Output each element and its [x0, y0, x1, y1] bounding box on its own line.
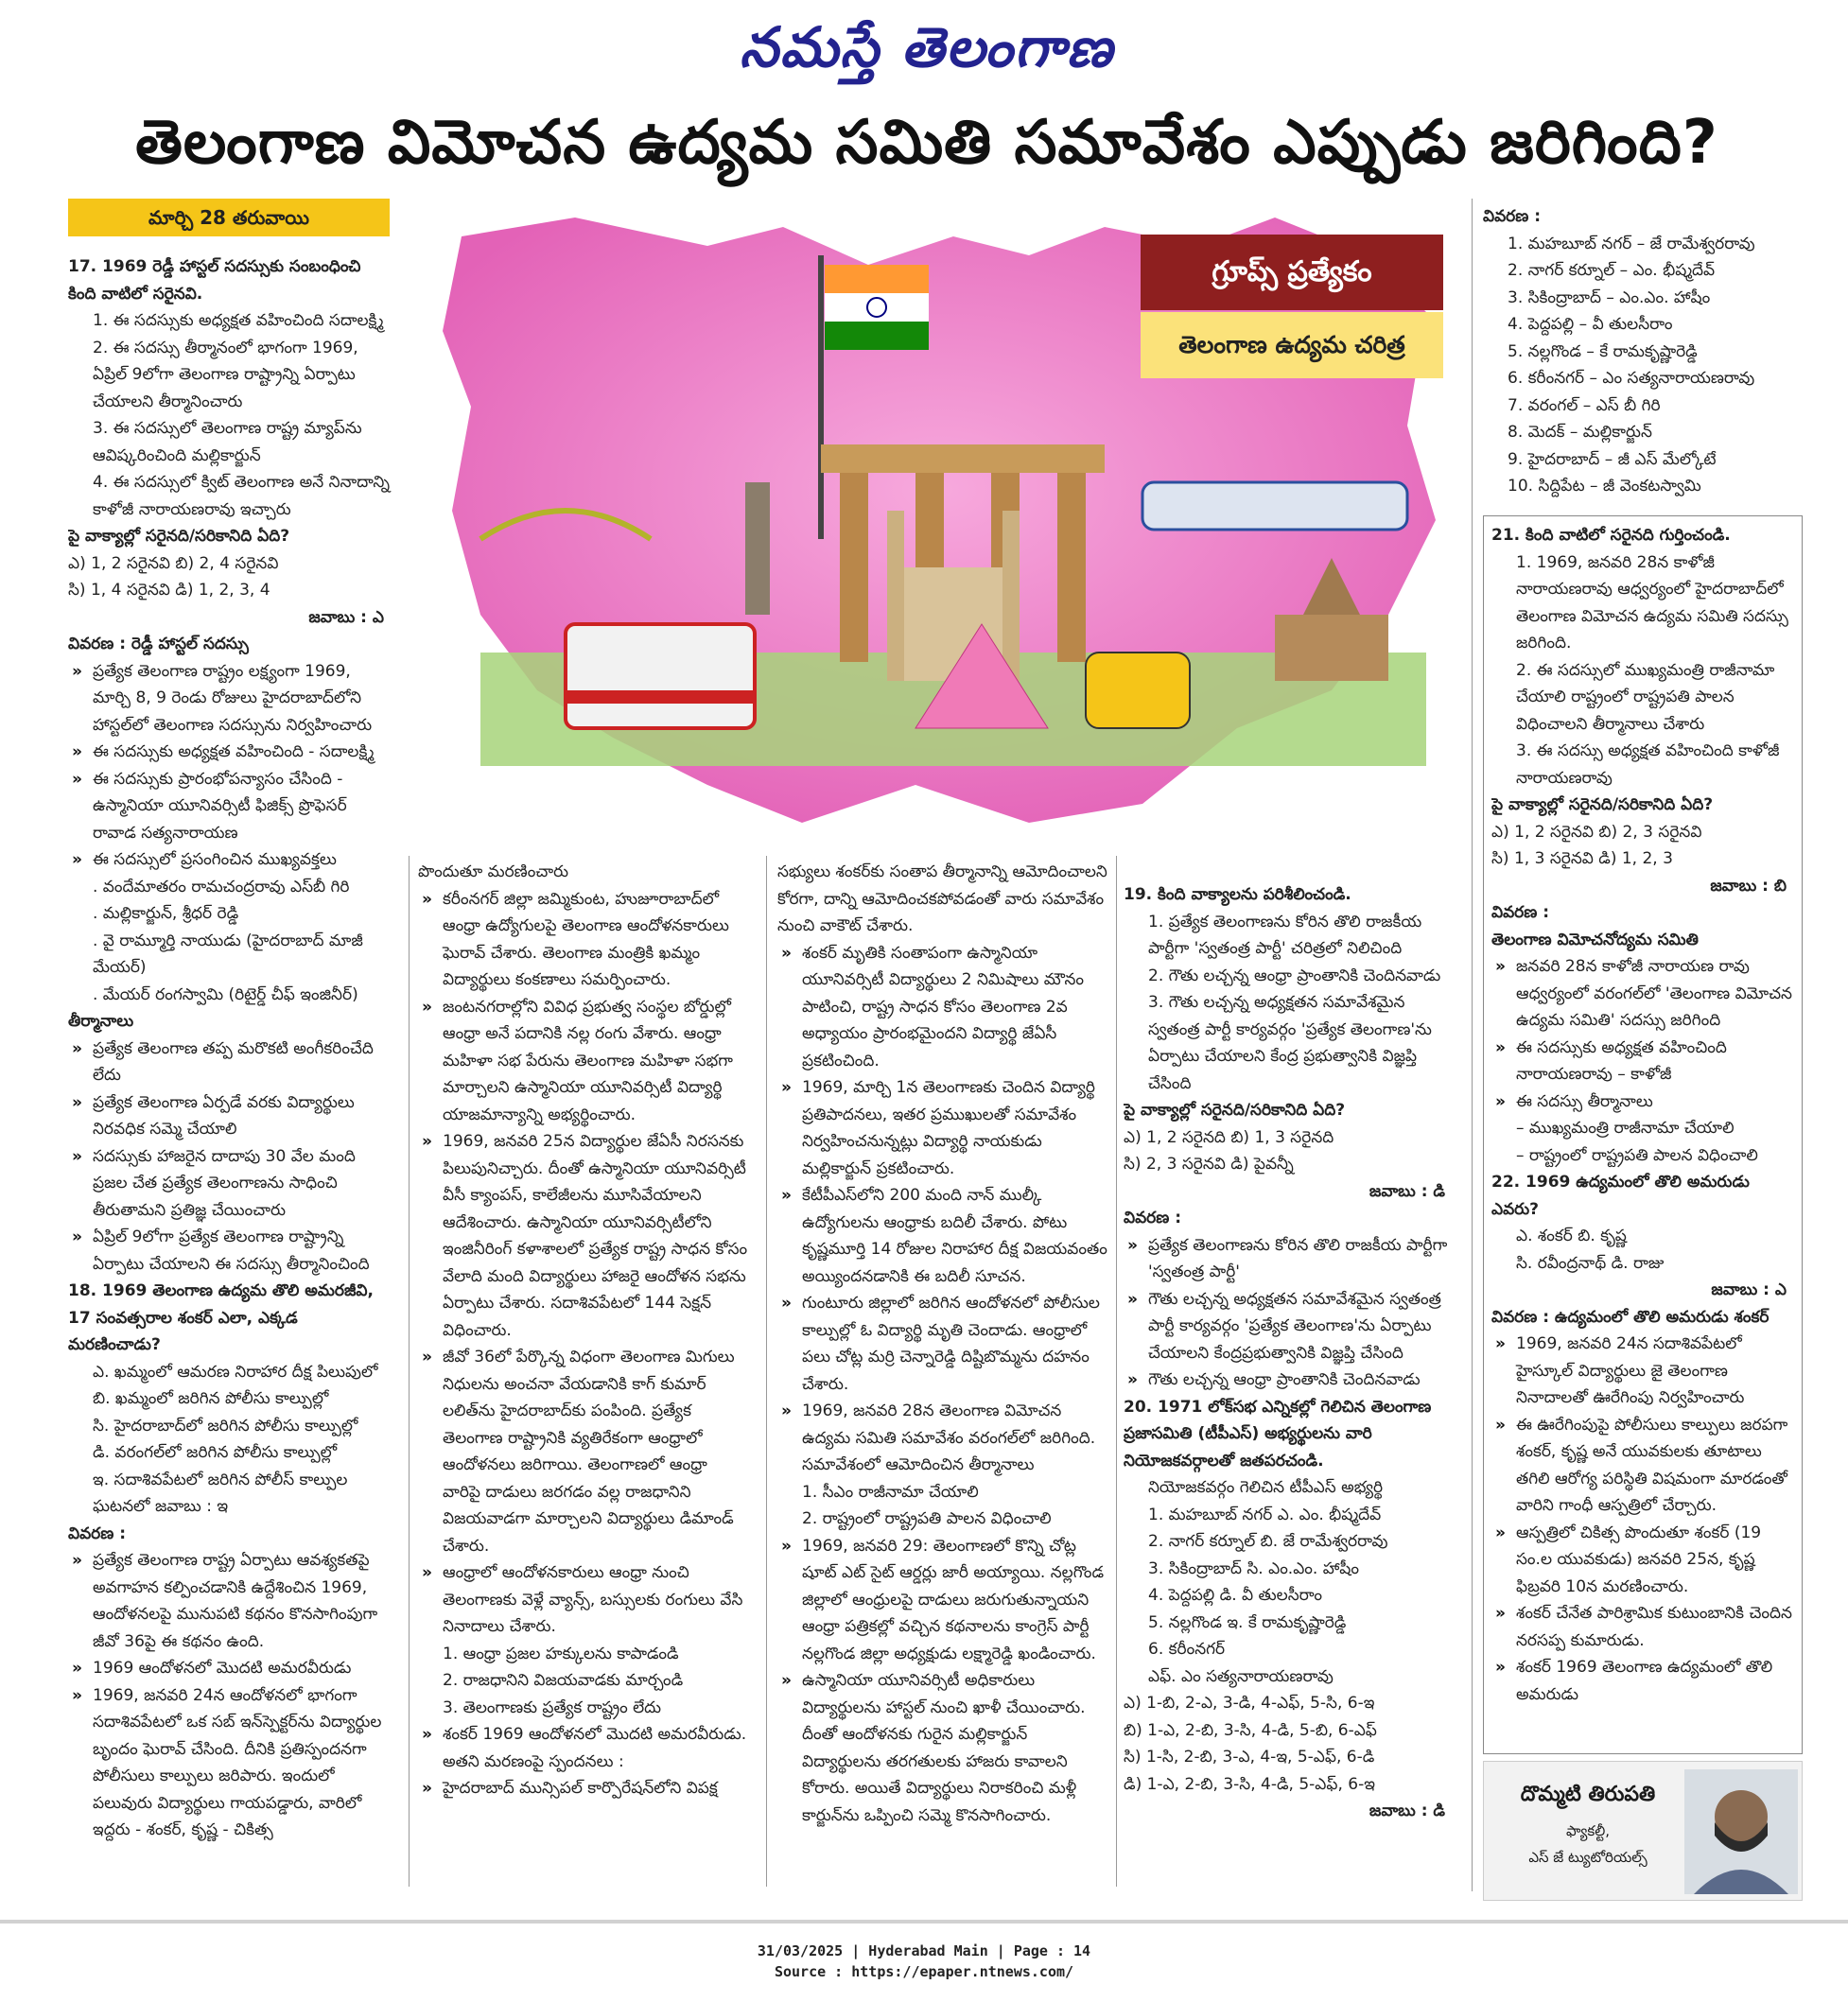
question-text: 20. 1971 లోక్‌సభ ఎన్నికల్లో గెలిచిన తెలంగాణ ప్రజాసమితి (టీపీఎస్) అభ్యర్థులను వారి నియోజకవర్గాలతో జతపరచండి. [1124, 1397, 1432, 1471]
auto-rickshaw [1086, 653, 1190, 728]
question-text: 19. కింది వాక్యాలను పరిశీలించండి. [1124, 885, 1351, 904]
column-divider [1472, 199, 1473, 1891]
option-text: సి. హైదరాబాద్‌లో జరిగిన పోలీసు కాల్పుల్లో [93, 1416, 358, 1436]
option-text: 1. ప్రత్యేక తెలంగాణను కోరిన తొలి రాజకీయ పార్టీగా 'స్వతంత్ర పార్టీ' చరిత్రలో నిలిచింది [1148, 912, 1422, 958]
paragraph-text: సి) 1, 3 సరైనవి డి) 1, 2, 3 [1491, 849, 1673, 868]
bullet-point: » ప్రత్యేక తెలంగాణ రాష్ట్ర ఏర్పాటు ఆవశ్యకతపై అవగాహన కల్పించడానికి ఉద్దేశించిన 1969, ఆందోళనలపై మునుపటి కథనం కొనసాగింపుగా జీవో 36పై ఈ కథనం ఉంది. [68, 1547, 393, 1655]
bullet-point: » ఈ సదస్సుకు అధ్యక్షత వహించింది - సదాలక్ష్మి [68, 739, 393, 766]
column-divider [766, 856, 767, 1887]
bullet-point: » గౌతు లచ్చన్న అధ్యక్షతన సమావేశమైన స్వతంత్ర పార్టీ కార్యవర్గం 'ప్రత్యేక తెలంగాణ'ను ఏర్పాటు చేయాలని కేంద్రప్రభుత్వానికి విజ్ఞప్తి చేసింది [1124, 1286, 1455, 1367]
bullet-point: » ప్రత్యేక తెలంగాణను కోరిన తొలి రాజకీయ పార్టీగా 'స్వతంత్ర పార్టీ' [1124, 1232, 1455, 1286]
option-text: 4. పెద్దపల్లి డి. వీ తులసీరాం [1148, 1586, 1322, 1605]
question-text: 21. కింది వాటిలో సరైనది గుర్తించండి. [1491, 526, 1731, 545]
bullet-point: » జంటనగరాల్లోని వివిధ ప్రభుత్వ సంస్థల బోర్డుల్లో ఆంధ్రా అనే పదానికి నల్ల రంగు వేశారు. ఆంధ్రా మహిళా సభ పేరును తెలంగాణ మహిళా సభగా మార్చాలని ఉస్మానియా యూనివర్సిటీ విద్యార్థి యాజమాన్యాన్ని అభ్యర్థించారు. [418, 994, 749, 1129]
groups-special-badge: గ్రూప్స్ ప్రత్యేకం [1141, 235, 1443, 310]
paragraph-text: సి) 1, 4 సరైనవి డి) 1, 2, 3, 4 [68, 581, 270, 600]
bullet-point: » 1969, జనవరి 24న ఆందోళనలో భాగంగా సదాశివపేటలో ఒక సబ్ ఇన్‌స్పెక్టర్‌ను విద్యార్థుల బృందం ఘెరావ్ చేసింది. దీనికి ప్రతిస్పందనగా పోలీసులు కాల్పులు జరిపారు. ఇందులో పలువురు విద్యార్థులు గాయపడ్డారు, వారిలో ఇద్దరు - శంకర్, కృష్ణ - చికిత్స [68, 1682, 393, 1844]
question-text: వివరణ : [1491, 903, 1550, 922]
question-text: పై వాక్యాల్లో సరైనది/సరికానిది ఏది? [1491, 795, 1714, 814]
option-text: 2. రాజధానిని విజయవాడకు మార్చండి [443, 1671, 684, 1690]
option-text: 3. సికింద్రాబాద్ – ఎం.ఎం. హాషీం [1508, 287, 1711, 307]
answer-text: జవాబు : ఎ [308, 607, 384, 627]
bullet-point: » ఈ సదస్సుకు ప్రారంభోపన్యాసం చేసింది - ఉస్మానియా యూనివర్సిటీ ఫిజిక్స్ ప్రొఫెసర్ రావాడ సత్యనారాయణ [68, 766, 393, 847]
bullet-point: » శంకర్ 1969 తెలంగాణ ఉద్యమంలో తొలి అమరుడు [1491, 1654, 1796, 1708]
bullet-point: » ఈ సదస్సుకు అధ్యక్షత వహించింది నారాయణరావు – కాళోజీ [1491, 1035, 1796, 1088]
bullet-point: » ప్రత్యేక తెలంగాణ తప్ప మరొకటి అంగీకరించేది లేదు [68, 1036, 393, 1089]
author-affiliation: ఎస్ జే ట్యుటోరియల్స్ [1528, 1849, 1648, 1866]
bullet-point: » 1969, జనవరి 24న సదాశివపేటలో హైస్కూల్ విద్యార్థులు జై తెలంగాణ నినాదాలతో ఊరేగింపు నిర్వహించారు [1491, 1331, 1796, 1412]
bullet-point: » గౌతు లచ్చన్న ఆంధ్రా ప్రాంతానికి చెందినవాడు [1124, 1367, 1455, 1394]
option-text: 2. గౌతు లచ్చన్న ఆంధ్రా ప్రాంతానికి చెందినవాడు [1148, 966, 1441, 985]
arch-pillar-1 [840, 473, 868, 662]
option-text: 4. పెద్దపల్లి – వీ తులసీరాం [1508, 315, 1673, 334]
movement-history-badge: తెలంగాణ ఉద్యమ చరిత్ర [1141, 312, 1443, 378]
option-text: 3. సికింద్రాబాద్ సి. ఎం.ఎం. హాషీం [1148, 1558, 1360, 1578]
question-text: తీర్మానాలు [68, 1012, 134, 1031]
bullet-point: » 1969 ఆందోళనలో మొదటి అమరవీరుడు [68, 1655, 393, 1682]
question-text: పై వాక్యాల్లో సరైనది/సరికానిది ఏది? [68, 527, 290, 546]
bullet-point: » ఈ సదస్సులో ప్రసంగించిన ముఖ్యవక్తలు [68, 846, 393, 874]
column-3 [777, 859, 1108, 1885]
paragraph-text: ఎ) 1-బి, 2-ఎ, 3-డి, 4-ఎఫ్, 5-సి, 6-ఇ [1124, 1694, 1375, 1713]
masthead-logo: నమస్తే తెలంగాణ [740, 15, 1114, 79]
page-footer [0, 1941, 1848, 1997]
flag-green [825, 322, 929, 350]
bullet-point: » 1969, జనవరి 29: తెలంగాణలో కొన్ని చోట్ల షూట్ ఎట్ సైట్ ఆర్డర్లు జారీ అయ్యాయి. నల్లగొండ జిల్లాలో ఆంధ్రులపై దాడులు జరుగుతున్నాయని ఆంధ్రా పత్రికల్లో వచ్చిన కథనాలను కాంగ్రెస్ పార్టీ నల్లగొండ జిల్లా అధ్యక్షుడు లక్ష్మారెడ్డి ఖండించారు. [777, 1533, 1108, 1668]
bullet-point: » శంకర్ చేనేత పారిశ్రామిక కుటుంబానికి చెందిన నరసప్ప కుమారుడు. [1491, 1600, 1796, 1654]
option-text: 9. హైదరాబాద్ – జీ ఎస్ మేల్కోటే [1508, 449, 1717, 469]
column-divider [1116, 856, 1117, 1887]
bullet-point: » ఈ ఊరేగింపుపై పోలీసులు కాల్పులు జరపగా శంకర్, కృష్ణ అనే యువకులకు తూటాలు తగిలి ఆరోగ్య పరిస్థితి విషమంగా మారడంతో వారిని గాంధీ ఆస్పత్రిలో చేర్చారు. [1491, 1412, 1796, 1520]
option-text: 1. ఆంధ్రా ప్రజల హక్కులను కాపాడండి [443, 1644, 679, 1663]
bullet-point: » సదస్సుకు హాజరైన దాదాపు 30 వేల మంది ప్రజల చేత ప్రత్యేక తెలంగాణను సాధించి తీరుతామని ప్రతిజ్ఞ చేయించారు [68, 1143, 393, 1225]
bullet-point: » 1969, జనవరి 25న విద్యార్థుల జేఏసీ నిరసనకు పిలుపునిచ్చారు. దీంతో ఉస్మానియా యూనివర్సిటీ వీసీ క్యాంపస్, కాలేజీలను మూసివేయాలని ఆదేశించారు. ఉస్మానియా యూనివర్సిటీలోని ఇంజినీరింగ్ కళాశాలలో ప్రత్యేక రాష్ట్ర సాధన కోసం వేలాది మంది విద్యార్థులు హాజరై ఆందోళన సభను ఏర్పాటు చేశారు. సదాశివపేటలో 144 సెక్షన్ విధించారు. [418, 1128, 749, 1344]
question-box-21-22 [1483, 515, 1803, 1754]
option-text: – ముఖ్యమంత్రి రాజీనామా చేయాలి [1516, 1119, 1735, 1138]
arch-pillar-4 [1057, 473, 1086, 662]
author-card [1483, 1761, 1803, 1901]
question-text: వివరణ : [1124, 1209, 1182, 1227]
option-text: ఎ. శంకర్ బి. కృష్ణ [1516, 1227, 1627, 1245]
option-text: ఎఫ్. ఎం సత్యనారాయణరావు [1148, 1666, 1334, 1686]
bullet-point: » ఈ సదస్సు తీర్మానాలు [1491, 1088, 1796, 1116]
option-text: . వందేమాతరం రామచంద్రరావు ఎస్‌బీ గిరి [93, 877, 350, 897]
column-2 [418, 859, 749, 1885]
paragraph-text: పొందుతూ మరణించారు [418, 862, 569, 881]
option-text: 5. నల్లగొండ – కే రామకృష్ణారెడ్డి [1508, 341, 1698, 361]
option-text: 3. గౌతు లచ్చన్న అధ్యక్షతన సమావేశమైన స్వతంత్ర పార్టీ కార్యవర్గం 'ప్రత్యేక తెలంగాణ'ను ఏర్పాటు చేయాలని కేంద్ర ప్రభుత్వానికి విజ్ఞప్తి చేసింది [1148, 993, 1432, 1093]
option-text: 1. మహబూబ్ నగర్ – జే రామేశ్వరరావు [1508, 234, 1755, 253]
option-text: 3. తెలంగాణకు ప్రత్యేక రాష్ట్రం లేదు [443, 1697, 662, 1717]
page-headline: తెలంగాణ విమోచన ఉద్యమ సమితి సమావేశం ఎప్పుడు జరిగింది? [135, 108, 1718, 178]
metro-train [1142, 482, 1407, 530]
bullet-point: » శంకర్ 1969 ఆందోళనలో మొదటి అమరవీరుడు. [418, 1721, 749, 1749]
column-divider [409, 856, 410, 1887]
option-text: 1. సీఎం రాజీనామా చేయాలి [802, 1482, 979, 1502]
bullet-point: » కేటీపీఎస్‌లోని 200 మంది నాన్ ముల్కీ ఉద్యోగులను ఆంధ్రాకు బదిలీ చేశారు. పోటు కృష్ణమూర్తి 14 రోజుల నిరాహార దీక్ష విజయవంతం అయ్యిందనడానికి ఈ బదిలీ సూచన. [777, 1182, 1108, 1290]
bullet-point: » 1969, మార్చి 1న తెలంగాణకు చెందిన విద్యార్థి ప్రతిపాదనలు, ఇతర ప్రముఖులతో సమావేశం నిర్వహించనున్నట్లు విద్యార్థి నాయకుడు మల్లికార్జున్ ప్రకటించారు. [777, 1074, 1108, 1182]
bullet-point: » కరీంనగర్ జిల్లా జమ్మికుంట, హుజూరాబాద్‌లో ఆంధ్రా ఉద్యోగులపై తెలంగాణ ఆందోళనకారులు ఘెరావ్ చేశారు. తెలంగాణ మంత్రికి ఖమ్మం విద్యార్థులు కంకణాలు సమర్పించారు. [418, 886, 749, 994]
option-text: 4. ఈ సదస్సులో క్విట్ తెలంగాణ అనే నినాదాన్ని కాళోజీ నారాయణరావు ఇచ్చారు [93, 473, 391, 519]
page-bottom-bar [0, 1920, 1848, 1924]
option-text: 7. వరంగల్ – ఎస్ బీ గిరి [1508, 395, 1661, 415]
question-text: తెలంగాణ విమోచనోద్యమ సమితి [1491, 930, 1699, 949]
question-text: 22. 1969 ఉద్యమంలో తొలి అమరుడు ఎవరు? [1491, 1173, 1750, 1219]
paragraph-text: సి) 2, 3 సరైనవి డి) పైవన్నీ [1124, 1155, 1294, 1174]
author-photo [1684, 1769, 1798, 1894]
question-text: 17. 1969 రెడ్డీ హాస్టల్ సదస్సుకు సంబంధించి కింది వాటిలో సరైనవి. [68, 257, 361, 304]
option-text: 5. నల్లగొండ ఇ. కే రామకృష్ణారెడ్డి [1148, 1612, 1347, 1632]
column-1 [68, 253, 393, 1885]
bullet-point: » ఏప్రిల్ 9లోగా ప్రత్యేక తెలంగాణ రాష్ట్రాన్ని ఏర్పాటు చేయాలని ఈ సదస్సు తీర్మానించింది [68, 1224, 393, 1278]
bus-stripe [566, 690, 755, 704]
option-text: నియోజకవర్గం గెలిచిన టీపీఎస్ అభ్యర్థి [1148, 1478, 1384, 1497]
footer-date-line: 31/03/2025 | Hyderabad Main | Page : 14 [757, 1942, 1091, 1959]
option-text: 8. మెదక్ – మల్లికార్జున్ [1508, 423, 1652, 442]
option-text: . వై రామ్మూర్తి నాయుడు (హైదరాబాద్ మాజీ మేయర్) [93, 931, 363, 977]
bullet-point: » జీవో 36లో పేర్కొన్న విధంగా తెలంగాణ మిగులు నిధులను అంచనా వేయడానికి కాగ్ కుమార్ లలిత్‌ను హైదరాబాద్‌కు పంపింది. ప్రత్యేక తెలంగాణ రాష్ట్రానికి వ్యతిరేకంగా ఆంధ్రాలో ఆందోళనలు జరిగాయి. తెలంగాణలో ఆంధ్రా వారిపై దాడులు జరగడం వల్ల రాజధానిని విజయవాడగా మార్చాలని విద్యార్థులు డిమాండ్ చేశారు. [418, 1344, 749, 1559]
question-text: 18. 1969 తెలంగాణ ఉద్యమ తొలి అమరజీవి, 17 సంవత్సరాల శంకర్ ఎలా, ఎక్కడ మరణించాడు? [68, 1281, 374, 1354]
option-text: 1. ఈ సదస్సుకు అధ్యక్షత వహించింది సదాలక్ష్మి [93, 311, 384, 330]
paragraph-text: సి) 1-సి, 2-బి, 3-ఎ, 4-ఇ, 5-ఎఫ్, 6-డి [1124, 1748, 1375, 1767]
question-text: వివరణ : రెడ్డీ హాస్టల్ సదస్సు [68, 635, 249, 653]
column-4 [1124, 881, 1455, 1885]
column-5-box-content [1491, 522, 1796, 1748]
bullet-point: » హైదరాబాద్ మున్సిపల్ కార్పొరేషన్‌లోని విపక్ష [418, 1775, 749, 1802]
option-text: ఎ. ఖమ్మంలో ఆమరణ నిరాహార దీక్ష పిలుపులో [93, 1362, 378, 1382]
column-5-explanation [1483, 203, 1803, 506]
option-text: 1. మహబూబ్ నగర్ ఎ. ఎం. భీష్మదేవ్ [1148, 1505, 1382, 1524]
bullet-point: » ఉస్మానియా యూనివర్సిటీ అధికారులు విద్యార్థులను హాస్టల్ నుంచి ఖాళీ చేయించారు. దీంతో ఆందోళనకు గురైన మల్లికార్జున్ విద్యార్థులను తరగతులకు హాజరు కావాలని కోరారు. అయితే విద్యార్థులు నిరాకరించి మళ్లీ కార్జున్‌ను ఒప్పించి సమ్మె కొనసాగించారు. [777, 1667, 1108, 1829]
option-text: సి. రవీంద్రనాథ్ డి. రాజు [1516, 1253, 1665, 1273]
option-text: ఇ. సదాశివపేటలో జరిగిన పోలీస్ కాల్పుల ఘటనలో జవాబు : ఇ [93, 1470, 348, 1516]
bullet-point: » జనవరి 28న కాళోజీ నారాయణ రావు ఆధ్వర్యంలో వరంగల్‌లో 'తెలంగాణ విమోచన ఉద్యమ సమితి' సదస్సు జరిగింది [1491, 953, 1796, 1035]
bullet-point: » శంకర్ మృతికి సంతాపంగా ఉస్మానియా యూనివర్సిటీ విద్యార్థులు 2 నిమిషాలు మౌనం పాటించి, రాష్ట్ర సాధన కోసం తెలంగాణ 2వ అధ్యాయం ప్రారంభమైందని విద్యార్థి జేఏసీ ప్రకటించింది. [777, 940, 1108, 1075]
buddha-statue [745, 482, 770, 615]
answer-text: జవాబు : డి [1369, 1802, 1445, 1820]
option-text: 6. కరీంనగర్ [1148, 1640, 1226, 1659]
paragraph-text: ఎ) 1, 2 సరైనది బి) 1, 3 సరైనది [1124, 1127, 1334, 1147]
paragraph-text: డి) 1-ఎ, 2-బి, 3-సి, 4-డి, 5-ఎఫ్, 6-ఇ [1124, 1774, 1375, 1794]
option-text: 2. ఈ సదస్సు తీర్మానంలో భాగంగా 1969, ఏప్రిల్ 9లోగా తెలంగాణ రాష్ట్రాన్ని ఏర్పాటు చేయాలని తీర్మానించారు [93, 338, 358, 411]
option-text: . మల్లికార్జున్, శ్రీధర్ రెడ్డి [93, 904, 239, 923]
temple-base [1275, 615, 1388, 681]
bus-shape [566, 624, 755, 728]
bullet-point: » ఆంధ్రాలో ఆందోళనకారులు ఆంధ్రా నుంచి తెలంగాణకు వెళ్లే వ్యాన్స్, బస్సులకు రంగులు వేసి నినాదాలు చేశారు. [418, 1559, 749, 1641]
bullet-point: » 1969, జనవరి 28న తెలంగాణ విమోచన ఉద్యమ సమితి సమావేశం వరంగల్‌లో జరిగింది. సమావేశంలో ఆమోదించిన తీర్మానాలు [777, 1398, 1108, 1479]
question-text: వివరణ : [1483, 207, 1542, 226]
option-text: 1. 1969, జనవరి 28న కాళోజీ నారాయణరావు ఆధ్వర్యంలో హైదరాబాద్‌లో తెలంగాణ విమోచన ఉద్యమ సమితి సదస్సు జరిగింది. [1516, 552, 1788, 653]
option-text: అతని మరణంపై స్పందనలు : [443, 1751, 624, 1771]
charminar-minaret-right [1002, 511, 1020, 681]
answer-text: జవాబు : బి [1710, 876, 1787, 896]
author-title: ఫ్యాకల్టీ, [1566, 1822, 1610, 1839]
option-text: 2. నాగర్ కర్నూల్ బి. జే రామేశ్వరరావు [1148, 1532, 1388, 1551]
paragraph-text: సభ్యులు శంకర్‌కు సంతాప తీర్మానాన్ని ఆమోదించాలని కోరగా, దాన్ని ఆమోదించకపోవడంతో వారు సమావేశం నుంచి వాకౌట్ చేశారు. [777, 862, 1107, 935]
option-text: 3. ఈ సదస్సు అధ్యక్షత వహించింది కాళోజీ నారాయణరావు [1516, 741, 1780, 788]
option-text: 10. సిద్దిపేట – జీ వెంకటస్వామి [1508, 477, 1701, 496]
question-text: వివరణ : ఉద్యమంలో తొలి అమరుడు శంకర్ [1491, 1307, 1770, 1327]
bullet-point: » ప్రత్యేక తెలంగాణ ఏర్పడే వరకు విద్యార్థులు నిరవధిక సమ్మె చేయాలి [68, 1089, 393, 1143]
option-text: 6. కరీంనగర్ – ఎం సత్యనారాయణరావు [1508, 369, 1755, 388]
option-text: బి. ఖమ్మంలో జరిగిన పోలీసు కాల్పుల్లో [93, 1389, 329, 1408]
option-text: 2. నాగర్ కర్నూల్ – ఎం. భీష్మదేవ్ [1508, 261, 1716, 280]
answer-text: జవాబు : డి [1369, 1181, 1445, 1201]
paragraph-text: ఎ) 1, 2 సరైనవి బి) 2, 3 సరైనవి [1491, 822, 1702, 842]
paragraph-text: ఎ) 1, 2 సరైనవి బి) 2, 4 సరైనవి [68, 553, 279, 573]
answer-text: జవాబు : ఎ [1711, 1280, 1787, 1299]
option-text: 2. రాష్ట్రంలో రాష్ట్రపతి పాలన విధించాలి [802, 1509, 1052, 1528]
question-text: పై వాక్యాల్లో సరైనది/సరికానిది ఏది? [1124, 1101, 1346, 1120]
author-name: దొమ్మటి తిరుపతి [1520, 1783, 1656, 1806]
paragraph-text: బి) 1-ఎ, 2-బి, 3-సి, 4-డి, 5-బి, 6-ఎఫ్ [1124, 1720, 1377, 1740]
bullet-point: » గుంటూరు జిల్లాలో జరిగిన ఆందోళనలో పోలీసుల కాల్పుల్లో ఓ విద్యార్థి మృతి చెందాడు. ఆంధ్రాలో పలు చోట్ల మర్రి చెన్నారెడ్డి దిష్టిబొమ్మను దహనం చేశారు. [777, 1290, 1108, 1398]
option-text: – రాష్ట్రంలో రాష్ట్రపతి పాలన విధించాలి [1516, 1145, 1758, 1165]
kakatiya-arch-top [821, 444, 1105, 473]
bullet-point: » ఆస్పత్రిలో చికిత్స పొందుతూ శంకర్ (19 సం.ల యువకుడు) జనవరి 25న, కృష్ణ ఫిబ్రవరి 10న మరణించారు. [1491, 1520, 1796, 1601]
continuation-tag: మార్చి 28 తరువాయి [68, 199, 390, 236]
option-text: 3. ఈ సదస్సులో తెలంగాణ రాష్ట్ర మ్యాప్‌ను ఆవిష్కరించింది మల్లికార్జున్ [93, 419, 362, 465]
option-text: డి. వరంగల్‌లో జరిగిన పోలీసు కాల్పుల్లో [93, 1443, 338, 1462]
charminar-minaret-left [887, 511, 904, 681]
question-text: వివరణ : [68, 1523, 127, 1543]
flag-saffron [825, 265, 929, 293]
option-text: 2. ఈ సదస్సులో ముఖ్యమంత్రి రాజీనామా చేయాలి రాష్ట్రంలో రాష్ట్రపతి పాలన విధించాలని తీర్మానాలు చేశారు [1516, 660, 1775, 734]
bullet-point: » ప్రత్యేక తెలంగాణ రాష్ట్రం లక్ష్యంగా 1969, మార్చి 8, 9 రెండు రోజులు హైదరాబాద్‌లోని హాస్టల్‌లో తెలంగాణ సదస్సును నిర్వహించారు [68, 658, 393, 740]
footer-source-line: Source : https://epaper.ntnews.com/ [774, 1963, 1074, 1980]
option-text: . మేయర్ రంగస్వామి (రిటైర్డ్ చీఫ్ ఇంజినీర్) [93, 984, 358, 1004]
